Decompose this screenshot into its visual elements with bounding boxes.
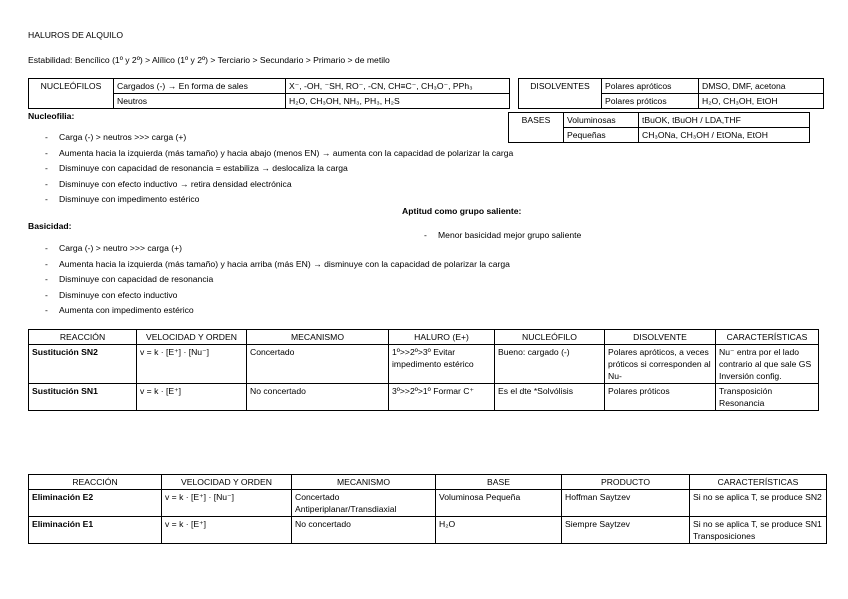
table-cell: Hoffman Saytzev (562, 490, 690, 517)
substitution-table (28, 329, 819, 411)
nucleofilia-list (45, 130, 513, 208)
table-header-row (29, 330, 819, 345)
table-cell: Siempre Saytzev (562, 517, 690, 544)
basicidad-list (45, 241, 510, 319)
stability-order: Estabilidad: Bencílico (1º y 2º) > Alílico (1º y 2º) > Terciario > Secundario > Primario > de metilo (28, 55, 390, 65)
list-item: - Menor basicidad mejor grupo saliente (424, 228, 581, 244)
table-cell: v = k · [E⁺] · [Nu⁻] (137, 345, 247, 384)
list-item: - Aumenta hacia la izquierda (más tamaño) y hacia arriba (más EN) → disminuye con la capacidad de polarizar la carga (45, 257, 510, 273)
table-cell: tBuOK, tBuOH / LDA,THF (639, 113, 810, 128)
table-cell: Cargados (-) → En forma de sales (114, 79, 286, 94)
column-header: HALURO (E+) (389, 330, 495, 345)
column-header: REACCIÓN (29, 475, 162, 490)
table-cell: H₂O, CH₃OH, NH₃, PH₃, H₂S (286, 94, 510, 109)
table-row (29, 345, 819, 384)
table-header-row (29, 475, 827, 490)
table-row (29, 517, 827, 544)
table-cell: No concertado (292, 517, 436, 544)
table-cell: Pequeñas (564, 128, 639, 143)
table-cell: 3º>>2º>1º Formar C⁺ (389, 384, 495, 411)
table-cell: v = k · [E⁺] (137, 384, 247, 411)
table-row (509, 113, 810, 128)
table-cell: Es el dte *Solvólisis (495, 384, 605, 411)
table-cell: Polares apróticos, a veces próticos si corresponden al Nu- (605, 345, 716, 384)
elimination-table (28, 474, 827, 544)
list-item: - Aumenta con impedimento estérico (45, 303, 510, 319)
nucleofilia-heading: Nucleofilia: (28, 111, 75, 121)
basicidad-heading: Basicidad: (28, 221, 72, 231)
list-item: - Carga (-) > neutros >>> carga (+) (45, 130, 513, 146)
list-item: - Carga (-) > neutro >>> carga (+) (45, 241, 510, 257)
solvents-table (518, 78, 824, 109)
table-cell: Sustitución SN2 (29, 345, 137, 384)
table-cell: Bueno: cargado (-) (495, 345, 605, 384)
column-header: PRODUCTO (562, 475, 690, 490)
table-cell: Nu⁻ entra por el lado contrario al que sale GS Inversión config. (716, 345, 819, 384)
table-cell: Sustitución SN1 (29, 384, 137, 411)
table-cell: No concertado (247, 384, 389, 411)
column-header: NUCLEÓFILO (495, 330, 605, 345)
column-header: VELOCIDAD Y ORDEN (162, 475, 292, 490)
table-cell: Eliminación E1 (29, 517, 162, 544)
nucleophiles-table (28, 78, 510, 109)
column-header: CARACTERÍSTICAS (690, 475, 827, 490)
nucleophiles-label: NUCLEÓFILOS (29, 79, 114, 109)
column-header: MECANISMO (292, 475, 436, 490)
table-cell: v = k · [E⁺] · [Nu⁻] (162, 490, 292, 517)
list-item: - Disminuye con capacidad de resonancia = estabiliza → deslocaliza la carga (45, 161, 513, 177)
table-cell: Si no se aplica T, se produce SN2 (690, 490, 827, 517)
table-cell: Transposición Resonancia (716, 384, 819, 411)
leaving-group-heading: Aptitud como grupo saliente: (402, 206, 522, 216)
bases-table (508, 112, 810, 143)
list-item: - Disminuye con impedimento estérico (45, 192, 513, 208)
column-header: CARACTERÍSTICAS (716, 330, 819, 345)
list-item: - Disminuye con capacidad de resonancia (45, 272, 510, 288)
page-title: HALUROS DE ALQUILO (28, 30, 124, 40)
table-row (29, 384, 819, 411)
table-cell: X⁻, -OH, ⁻SH, RO⁻, -CN, CH≡C⁻, CH₃O⁻, PPh₃ (286, 79, 510, 94)
table-cell: H₂O (436, 517, 562, 544)
table-row (29, 490, 827, 517)
table-cell: Polares apróticos (602, 79, 699, 94)
table-cell: 1º>>2º>3º Evitar impedimento estérico (389, 345, 495, 384)
table-cell: Polares próticos (602, 94, 699, 109)
table-cell: DMSO, DMF, acetona (699, 79, 824, 94)
bases-label: BASES (509, 113, 564, 143)
table-cell: Eliminación E2 (29, 490, 162, 517)
table-cell: Polares próticos (605, 384, 716, 411)
table-cell: Concertado Antiperiplanar/Transdiaxial (292, 490, 436, 517)
table-cell: Neutros (114, 94, 286, 109)
list-item: - Aumenta hacia la izquierda (más tamaño) y hacia abajo (menos EN) → aumenta con la capacidad de polarizar la carga (45, 146, 513, 162)
column-header: REACCIÓN (29, 330, 137, 345)
solvents-label: DISOLVENTES (519, 79, 602, 109)
table-cell: Voluminosas (564, 113, 639, 128)
table-row (519, 79, 824, 94)
list-item: - Disminuye con efecto inductivo (45, 288, 510, 304)
table-cell: v = k · [E⁺] (162, 517, 292, 544)
column-header: BASE (436, 475, 562, 490)
table-cell: Si no se aplica T, se produce SN1 Transposiciones (690, 517, 827, 544)
table-cell: Concertado (247, 345, 389, 384)
table-cell: CH₃ONa, CH₃OH / EtONa, EtOH (639, 128, 810, 143)
column-header: MECANISMO (247, 330, 389, 345)
list-item: - Disminuye con efecto inductivo → retira densidad electrónica (45, 177, 513, 193)
table-row (29, 79, 510, 94)
table-cell: H₂O, CH₃OH, EtOH (699, 94, 824, 109)
table-cell: Voluminosa Pequeña (436, 490, 562, 517)
column-header: DISOLVENTE (605, 330, 716, 345)
column-header: VELOCIDAD Y ORDEN (137, 330, 247, 345)
